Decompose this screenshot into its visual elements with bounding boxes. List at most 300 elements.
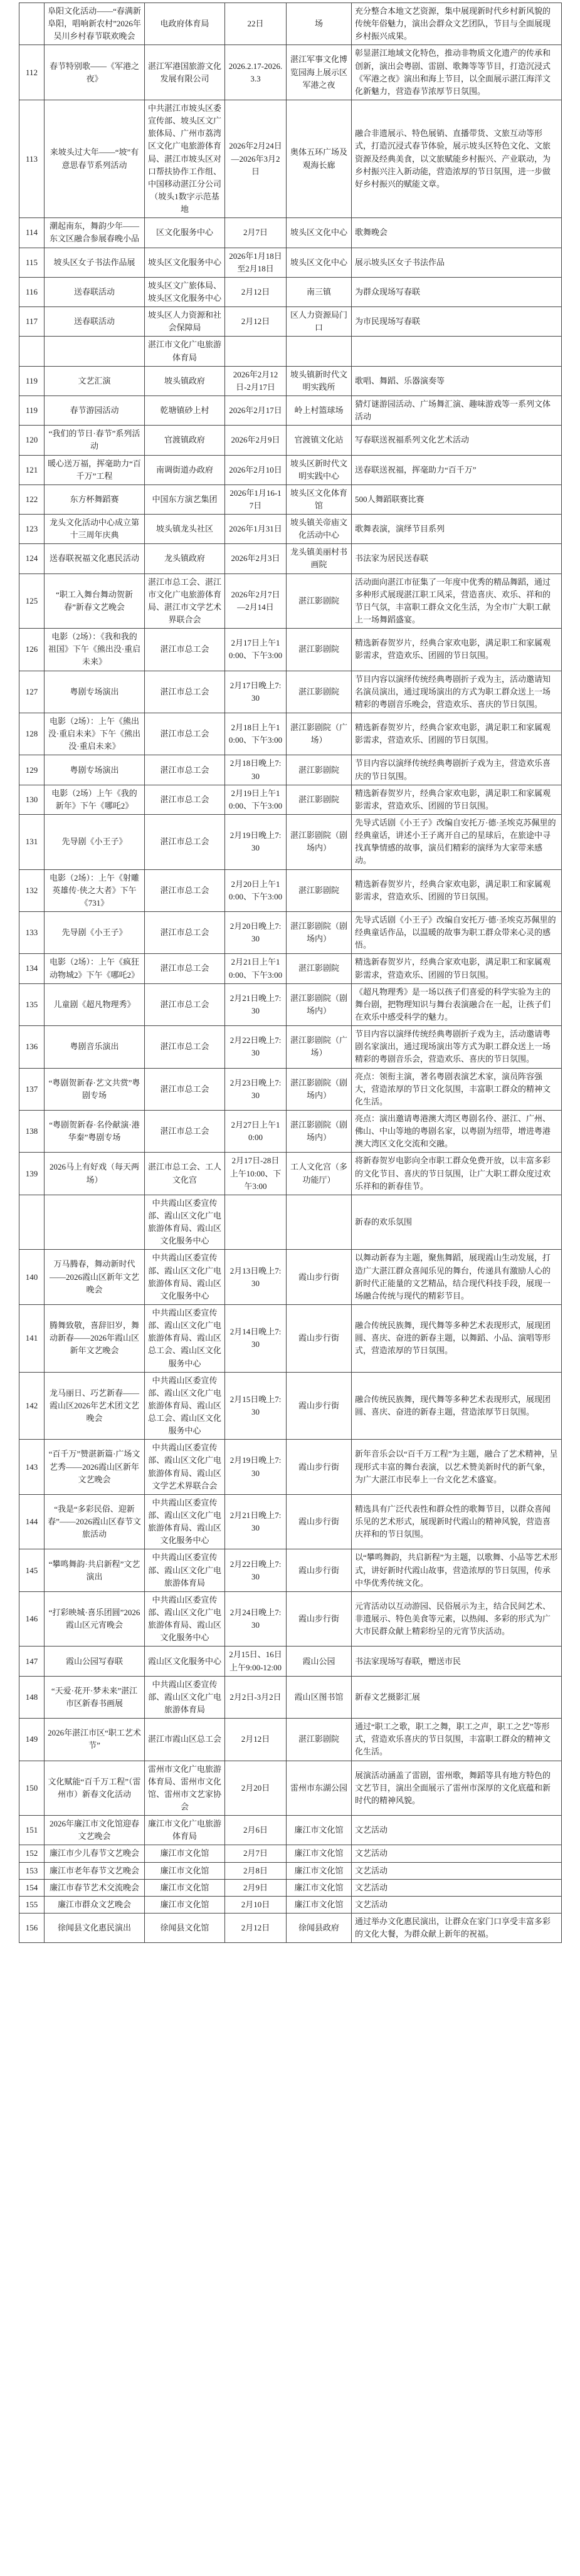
- activity-description-cell: 先导式话剧《小王子》改编自安托万·德·圣埃克苏佩里的经典童话作品，以温暖的故事为职工群众带来心灵的感悟。: [352, 912, 562, 954]
- organizer-cell: 湛江市总工会: [145, 755, 225, 785]
- row-number-cell: 129: [19, 755, 45, 785]
- organizer-cell: 廉江市文化馆: [145, 1896, 225, 1913]
- table-row: [19, 785, 562, 814]
- table-row: [19, 983, 562, 1025]
- activity-description-cell: 新春的欢乐氛围: [352, 1195, 562, 1250]
- activity-time-cell: 22日: [225, 3, 287, 45]
- activity-description-cell: 亮点：演出邀请粤港澳大湾区粤剧名伶、湛江、广州、佛山、中山等地的粤剧名家，以粤剧为纽带，增进粤港澳大湾区文化交流和交融。: [352, 1110, 562, 1152]
- activity-time-cell: 2026年2月7日—2月14日: [225, 573, 287, 629]
- activity-place-cell: 湛江影剧院: [287, 1719, 352, 1761]
- activity-time-cell: 2026年1月16-17日: [225, 484, 287, 514]
- activity-name-cell: 东方杯舞蹈赛: [45, 484, 145, 514]
- table-row: [19, 1845, 562, 1862]
- table-row: [19, 1862, 562, 1879]
- activity-description-cell: 送春联送祝福，挥毫助力“百千万”: [352, 455, 562, 484]
- table-row: [19, 1304, 562, 1372]
- activity-name-cell: “百千万”赞湛新篇·广场文艺秀——2026霞山区新年文艺晚会: [45, 1440, 145, 1495]
- organizer-cell: 湛江市总工会、湛江市文化广电旅游体育局、湛江市文学艺术界联合会: [145, 573, 225, 629]
- activity-name-cell: 廉江市春节艺术交流晚会: [45, 1879, 145, 1896]
- table-row: [19, 3, 562, 45]
- activity-name-cell: [45, 1195, 145, 1250]
- activity-time-cell: 2月19日上午10:00、下午3:00: [225, 785, 287, 814]
- activity-description-cell: 融合传统民族舞，现代舞等多种艺术表现形式，展现团圆、喜庆、奋进的新春主题，营造浓厚节日氛围。: [352, 1372, 562, 1440]
- activity-name-cell: 龙头文化活动中心成立第十三周年庆典: [45, 515, 145, 544]
- activity-time-cell: 2月12日: [225, 1719, 287, 1761]
- activity-description-cell: 精选新春贺岁片，经典合家欢电影，满足职工和家属观影需求，营造欢乐、团圆的节日氛围。: [352, 869, 562, 911]
- organizer-cell: 湛江市总工会: [145, 815, 225, 870]
- activity-description-cell: 节目内容以演绎传统经典粤剧折子戏为主，营造欢乐喜庆的节日氛围。: [352, 755, 562, 785]
- row-number-cell: 124: [19, 544, 45, 573]
- activity-place-cell: 霞山步行街: [287, 1250, 352, 1305]
- row-number-cell: 153: [19, 1862, 45, 1879]
- row-number-cell: 132: [19, 869, 45, 911]
- activity-name-cell: 徐闻县文化惠民演出: [45, 1913, 145, 1942]
- table-row: [19, 671, 562, 713]
- activity-place-cell: 霞山公园: [287, 1647, 352, 1676]
- organizer-cell: 廉江市文化馆: [145, 1862, 225, 1879]
- activity-description-cell: 通过“职工之歌，职工之舞，职工之声，职工之艺”等形式，营造欢乐喜庆的节日氛围，丰富职工群众的精神文化生活。: [352, 1719, 562, 1761]
- activity-time-cell: 2月9日: [225, 1879, 287, 1896]
- activity-name-cell: 廉江市群众文艺晚会: [45, 1896, 145, 1913]
- activity-time-cell: 2月14日晚上7:30: [225, 1304, 287, 1372]
- table-row: [19, 248, 562, 277]
- organizer-cell: 中共霞山区委宣传部、霞山区文化广电旅游体育局: [145, 1676, 225, 1718]
- row-number-cell: 142: [19, 1372, 45, 1440]
- organizer-cell: 湛江市总工会: [145, 954, 225, 983]
- organizer-cell: 中共霞山区委宣传部、霞山区文化广电旅游体育局: [145, 1549, 225, 1591]
- activity-name-cell: 送春联活动: [45, 307, 145, 337]
- activity-place-cell: 廉江市文化馆: [287, 1879, 352, 1896]
- row-number-cell: 135: [19, 983, 45, 1025]
- activity-time-cell: 2月7日: [225, 218, 287, 248]
- activity-time-cell: 2月18日晚上7:30: [225, 755, 287, 785]
- activity-description-cell: 彰显湛江地域文化特色，推动非物质文化遗产的传承和创新，演出会粤剧、雷剧、歌舞等等节目，打造沉浸式《军港之夜》演出和海上节目，以全面展示湛江海洋文化新魅力，营造春节浓厚节日氛围。: [352, 45, 562, 100]
- row-number-cell: [19, 337, 45, 366]
- row-number-cell: 136: [19, 1026, 45, 1068]
- table-body: [19, 3, 562, 1943]
- activity-name-cell: 2026年廉江市文化馆迎春文艺晚会: [45, 1816, 145, 1845]
- activity-name-cell: 潮起南东，舞韵少年——东文区融合参展春晚小品: [45, 218, 145, 248]
- activity-name-cell: 暖心送万福，挥毫助力“百千万”工程: [45, 455, 145, 484]
- row-number-cell: 126: [19, 629, 45, 671]
- activity-description-cell: 节目内容以演绎传统经典粤剧折子戏为主，活动邀请知名演员演出，通过现场演出的方式为职工群众送上一场精彩的粤剧音乐晚会，营造欢乐、喜庆的节日氛围。: [352, 671, 562, 713]
- organizer-cell: 湛江军港国旅游文化发展有限公司: [145, 45, 225, 100]
- organizer-cell: 湛江市总工会: [145, 869, 225, 911]
- table-row: [19, 1676, 562, 1718]
- row-number-cell: 146: [19, 1591, 45, 1647]
- activity-name-cell: “攀鸣舞韵·共启新程”文艺演出: [45, 1549, 145, 1591]
- activity-time-cell: 2月24日晚上7:30: [225, 1591, 287, 1647]
- activity-time-cell: 2026年2月3日: [225, 544, 287, 573]
- activity-name-cell: 2026年湛江市区“职工艺术节”: [45, 1719, 145, 1761]
- activity-time-cell: 2月17日-28日上午10:00、下午3:00: [225, 1153, 287, 1195]
- table-row: [19, 337, 562, 366]
- activity-name-cell: 廉江市少儿春节文艺晚会: [45, 1845, 145, 1862]
- table-row: [19, 366, 562, 395]
- row-number-cell: 147: [19, 1647, 45, 1676]
- activity-description-cell: 融合非遗展示、特色展销、直播带货、文旅互动等形式，打造沉浸式春节体验，展示坡头区特色文化、文旅资源及经典美食，以文旅赋能乡村振兴、产业联动，为乡村振兴注入新动能，营造浓厚的节日氛围，进一步做好乡村振兴的赋能文章。: [352, 100, 562, 217]
- activity-time-cell: 2026年2月17日: [225, 395, 287, 425]
- row-number-cell: 155: [19, 1896, 45, 1913]
- activity-place-cell: 霞山步行街: [287, 1372, 352, 1440]
- organizer-cell: 湛江市总工会: [145, 1068, 225, 1110]
- activity-time-cell: 2026.2.17-2026.3.3: [225, 45, 287, 100]
- organizer-cell: 湛江市总工会: [145, 1110, 225, 1152]
- activity-place-cell: 湛江影剧院: [287, 785, 352, 814]
- organizer-cell: 坡头镇政府: [145, 366, 225, 395]
- activity-name-cell: 春节特别歌——《军港之夜》: [45, 45, 145, 100]
- activity-time-cell: 2月17日上午10:00、下午3:00: [225, 629, 287, 671]
- activity-time-cell: 2月19日晚上7:30: [225, 815, 287, 870]
- table-row: [19, 629, 562, 671]
- row-number-cell: 123: [19, 515, 45, 544]
- activity-description-cell: 文艺活动: [352, 1845, 562, 1862]
- row-number-cell: [19, 1195, 45, 1250]
- activity-name-cell: “打彩映城·喜乐团圆”2026霞山区元宵晚会: [45, 1591, 145, 1647]
- activity-place-cell: 湛江军事文化博览园海上展示区军港之夜: [287, 45, 352, 100]
- row-number-cell: 125: [19, 573, 45, 629]
- organizer-cell: 廉江市文化馆: [145, 1845, 225, 1862]
- activity-time-cell: 2月19日晚上7:30: [225, 1440, 287, 1495]
- activity-name-cell: 电影（2场）：上午《疯狂动物城2》下午《哪吒2》: [45, 954, 145, 983]
- organizer-cell: 中共霞山区委宣传部、霞山区文化广电旅游体育局、霞山区文化服务中心: [145, 1591, 225, 1647]
- row-number-cell: 116: [19, 277, 45, 306]
- organizer-cell: 湛江市总工会: [145, 983, 225, 1025]
- activity-description-cell: 歌唱、舞蹈、乐器演奏等: [352, 366, 562, 395]
- row-number-cell: [19, 3, 45, 45]
- activity-name-cell: 文艺汇演: [45, 366, 145, 395]
- activity-place-cell: 坡头区文化中心: [287, 248, 352, 277]
- activity-time-cell: 2026年2月9日: [225, 426, 287, 455]
- activity-description-cell: 精选新春贺岁片，经典合家欢电影，满足职工和家属观影需求，营造欢乐、团圆的节日氛围。: [352, 785, 562, 814]
- activity-description-cell: 元宵活动以互动游园、民俗展示为主，结合民间艺术、非遗展示、特色美食等元素，以热闹、多彩的形式为广大市民群众献上精彩纷呈的元宵节庆活动。: [352, 1591, 562, 1647]
- activity-place-cell: 霞山步行街: [287, 1494, 352, 1549]
- table-row: [19, 1549, 562, 1591]
- organizer-cell: 南调街道办政府: [145, 455, 225, 484]
- row-number-cell: 143: [19, 1440, 45, 1495]
- activity-time-cell: 2月18日上午10:00、下午3:00: [225, 713, 287, 755]
- activity-place-cell: 坡头区文化中心: [287, 218, 352, 248]
- activity-description-cell: 融合传统民族舞，现代舞等多种艺术表现形式，展现团圆、喜庆、奋进的新春主题，以舞蹈、小品、演唱等形式，营造浓厚的节日氛围。: [352, 1304, 562, 1372]
- activity-time-cell: 2月8日: [225, 1862, 287, 1879]
- activity-description-cell: 展示坡头区女子书法作品: [352, 248, 562, 277]
- table-row: [19, 1153, 562, 1195]
- activity-time-cell: 2026年2月24日—2026年3月2日: [225, 100, 287, 217]
- activity-description-cell: 展演活动涵盖了雷剧，雷州歌，舞蹈等具有地方特色的文艺节目，演出全面展示了雷州市深厚的文化底蕴和新时代的精神风貌。: [352, 1761, 562, 1816]
- activity-time-cell: 2月22日晚上7:30: [225, 1026, 287, 1068]
- activity-time-cell: 2月12日: [225, 277, 287, 306]
- row-number-cell: 133: [19, 912, 45, 954]
- row-number-cell: 115: [19, 248, 45, 277]
- row-number-cell: 145: [19, 1549, 45, 1591]
- activity-name-cell: 粤剧专场演出: [45, 755, 145, 785]
- organizer-cell: 中共霞山区委宣传部、霞山区文化广电旅游体育局、霞山区总工会、霞山区文化服务中心: [145, 1304, 225, 1372]
- table-row: [19, 484, 562, 514]
- activity-place-cell: 湛江影剧院（剧场内）: [287, 1110, 352, 1152]
- table-row: [19, 277, 562, 306]
- row-number-cell: 131: [19, 815, 45, 870]
- table-row: [19, 218, 562, 248]
- organizer-cell: 区文化服务中心: [145, 218, 225, 248]
- table-row: [19, 1026, 562, 1068]
- activity-description-cell: 节目内容以演绎传统经典粤剧折子戏为主，活动邀请粤剧名家演出，通过现场演出等方式为职工群众送上一场精彩的粤剧音乐会，营造欢乐、喜庆的节日氛围。: [352, 1026, 562, 1068]
- activity-table: [19, 3, 562, 1943]
- activity-name-cell: 粤剧专场演出: [45, 671, 145, 713]
- activity-name-cell: 儿童剧《超凡物理秀》: [45, 983, 145, 1025]
- organizer-cell: 中共霞山区委宣传部、霞山区文化广电旅游体育局、霞山区文化服务中心: [145, 1494, 225, 1549]
- activity-description-cell: 500人舞蹈联赛比赛: [352, 484, 562, 514]
- row-number-cell: 150: [19, 1761, 45, 1816]
- row-number-cell: 141: [19, 1304, 45, 1372]
- activity-name-cell: 电影（2场）：上午《射雕英雄传·侠之大者》下午《731》: [45, 869, 145, 911]
- table-row: [19, 755, 562, 785]
- activity-description-cell: 以舞动新春为主题，聚焦舞蹈，展现霞山生动发展，打造广大湛江群众喜闻乐见的舞台，传递具有激励人心的新时代正能量的文艺精品，结合现代科技手段，展现一场融合传统与现代的精彩节目。: [352, 1250, 562, 1305]
- activity-name-cell: “粤剧贺新春·名伶献演·港华秦”粤剧专场: [45, 1110, 145, 1152]
- organizer-cell: 坡头区文化服务中心: [145, 248, 225, 277]
- table-row: [19, 1879, 562, 1896]
- organizer-cell: 湛江市总工会: [145, 713, 225, 755]
- activity-description-cell: 亮点：领衔主演，著名粤剧表演艺术家，演员阵容强大，营造浓厚的节日文化氛围，丰富职工群众的精神文化生活。: [352, 1068, 562, 1110]
- activity-time-cell: 2月15日、16日上午9:00-12:00: [225, 1647, 287, 1676]
- row-number-cell: 128: [19, 713, 45, 755]
- activity-name-cell: 文化赋能“百千万工程”（雷州市）新春文化活动: [45, 1761, 145, 1816]
- activity-place-cell: 雷州市东湖公园: [287, 1761, 352, 1816]
- organizer-cell: 湛江市文化广电旅游体育局: [145, 337, 225, 366]
- activity-place-cell: 霞山步行街: [287, 1304, 352, 1372]
- activity-place-cell: 廉江市文化馆: [287, 1862, 352, 1879]
- table-row: [19, 869, 562, 911]
- activity-name-cell: “我是“多彩民俗、迎新春”——2026霞山区春节文旅活动: [45, 1494, 145, 1549]
- row-number-cell: 138: [19, 1110, 45, 1152]
- activity-description-cell: 为市民现场写春联: [352, 307, 562, 337]
- organizer-cell: 中国东方演艺集团: [145, 484, 225, 514]
- activity-place-cell: 湛江影剧院（剧场内）: [287, 912, 352, 954]
- activity-description-cell: 活动面向湛江市征集了一年度中优秀的精品舞蹈，通过多种形式展现湛江职工风采，营造喜庆、欢乐、祥和的节日气氛，丰富职工群众文化生活，为全市广大职工献上一场舞蹈盛宴。: [352, 573, 562, 629]
- row-number-cell: 139: [19, 1153, 45, 1195]
- activity-place-cell: 湛江影剧院: [287, 573, 352, 629]
- row-number-cell: 149: [19, 1719, 45, 1761]
- table-row: [19, 1440, 562, 1495]
- organizer-cell: 官渡镇政府: [145, 426, 225, 455]
- table-row: [19, 1719, 562, 1761]
- organizer-cell: 湛江市总工会: [145, 785, 225, 814]
- activity-name-cell: “我们的节日·春节”系列活动: [45, 426, 145, 455]
- activity-name-cell: 霞山公园写春联: [45, 1647, 145, 1676]
- table-row: [19, 426, 562, 455]
- activity-place-cell: 官渡镇文化站: [287, 426, 352, 455]
- activity-time-cell: 2月21日上午10:00、下午3:00: [225, 954, 287, 983]
- row-number-cell: 154: [19, 1879, 45, 1896]
- activity-time-cell: 2月27日上午10:00: [225, 1110, 287, 1152]
- activity-name-cell: 电影（2场）：《我和我的祖国》下午《熊出没·重启未来》: [45, 629, 145, 671]
- row-number-cell: 148: [19, 1676, 45, 1718]
- activity-place-cell: 坡头镇新时代文明实践所: [287, 366, 352, 395]
- activity-place-cell: 湛江影剧院（剧场内）: [287, 983, 352, 1025]
- organizer-cell: 中共湛江市坡头区委宣传部、坡头区文广旅体局、广州市荔湾区文化广电旅游体育局、湛江市坡头区对口帮扶协作工作组、中国移动湛江分公司（坡头1数字示范基地: [145, 100, 225, 217]
- organizer-cell: 龙头镇政府: [145, 544, 225, 573]
- row-number-cell: 130: [19, 785, 45, 814]
- activity-place-cell: 廉江市文化馆: [287, 1845, 352, 1862]
- activity-place-cell: 坡头区文化体育馆: [287, 484, 352, 514]
- activity-description-cell: 以“攀鸣舞韵，共启新程”为主题，以歌舞、小品等艺术形式，讲好新时代霞山故事，营造浓厚的节日氛围，传承中华优秀传统文化。: [352, 1549, 562, 1591]
- activity-time-cell: [225, 1195, 287, 1250]
- activity-time-cell: 2月7日: [225, 1845, 287, 1862]
- activity-description-cell: 歌舞晚会: [352, 218, 562, 248]
- activity-description-cell: 歌舞表演，演绎节目系列: [352, 515, 562, 544]
- activity-place-cell: 霞山步行街: [287, 1591, 352, 1647]
- activity-place-cell: 湛江影剧院（广场）: [287, 713, 352, 755]
- organizer-cell: 湛江市霞山区总工会: [145, 1719, 225, 1761]
- activity-time-cell: 2026年1月18日至2月18日: [225, 248, 287, 277]
- activity-name-cell: 电影（2场）：上午《熊出没·重启未来》下午《熊出没·重启未来》: [45, 713, 145, 755]
- activity-name-cell: 送春联活动: [45, 277, 145, 306]
- activity-place-cell: 龙头镇美丽村书画院: [287, 544, 352, 573]
- activity-time-cell: 2026年2月12日-2月17日: [225, 366, 287, 395]
- table-row: [19, 1372, 562, 1440]
- activity-description-cell: 猜灯谜游园活动、广场舞汇演、趣味游戏等一系列文体活动: [352, 395, 562, 425]
- activity-name-cell: 阜阳文化活动——“春满新阜阳，唱响新农村”2026年吴川乡村春节联欢晚会: [45, 3, 145, 45]
- table-row: [19, 573, 562, 629]
- row-number-cell: 152: [19, 1845, 45, 1862]
- activity-description-cell: 精选具有广泛代表性和群众性的歌舞节目，以群众喜闻乐见的艺术形式，展现新时代霞山的精神风貌，营造喜庆祥和的节日氛围。: [352, 1494, 562, 1549]
- organizer-cell: 雷州市文化广电旅游体育局、雷州市文化馆、雷州市文艺家协会: [145, 1761, 225, 1816]
- table-row: [19, 395, 562, 425]
- activity-time-cell: 2月20日上午10:00、下午3:00: [225, 869, 287, 911]
- activity-time-cell: [225, 337, 287, 366]
- activity-name-cell: 先导剧《小王子》: [45, 815, 145, 870]
- activity-time-cell: 2026年1月31日: [225, 515, 287, 544]
- activity-time-cell: 2月21日晚上7:30: [225, 983, 287, 1025]
- activity-name-cell: 春节游园活动: [45, 395, 145, 425]
- activity-time-cell: 2月22日晚上7:30: [225, 1549, 287, 1591]
- activity-time-cell: 2月20日: [225, 1761, 287, 1816]
- activity-time-cell: 2月17日晚上7:30: [225, 671, 287, 713]
- activity-time-cell: 2月2日-3月2日: [225, 1676, 287, 1718]
- row-number-cell: 140: [19, 1250, 45, 1305]
- row-number-cell: 122: [19, 484, 45, 514]
- table-row: [19, 815, 562, 870]
- table-row: [19, 1913, 562, 1942]
- table-row: [19, 544, 562, 573]
- organizer-cell: 坡头镇龙头社区: [145, 515, 225, 544]
- organizer-cell: 电政府体育局: [145, 3, 225, 45]
- row-number-cell: 113: [19, 100, 45, 217]
- activity-description-cell: 充分整合本地文艺资源，集中展现新时代乡村新风貌的传统年俗魅力，演出会群众文艺团队，节目与全面展现乡村振兴成果。: [352, 3, 562, 45]
- table-row: [19, 455, 562, 484]
- row-number-cell: 112: [19, 45, 45, 100]
- table-row: [19, 713, 562, 755]
- activity-place-cell: 霞山步行街: [287, 1440, 352, 1495]
- activity-place-cell: 徐闻县政府: [287, 1913, 352, 1942]
- organizer-cell: 中共霞山区委宣传部、霞山区文化广电旅游体育局、霞山区文学艺术界联合会: [145, 1440, 225, 1495]
- activity-name-cell: 万马腾春，舞动新时代——2026霞山区新年文艺晚会: [45, 1250, 145, 1305]
- activity-place-cell: 工人文化宫（多功能厅）: [287, 1153, 352, 1195]
- table-row: [19, 45, 562, 100]
- activity-place-cell: [287, 1195, 352, 1250]
- row-number-cell: 120: [19, 426, 45, 455]
- activity-description-cell: 先导式话剧《小王子》改编自安托万·德·圣埃克苏佩里的经典童话，讲述小王子离开自己的星球后，在旅途中寻找真挚情感的故事，演员们精彩的演绎为大家带来感动。: [352, 815, 562, 870]
- activity-description-cell: 新年音乐会以“百千万工程”为主题，融合了艺术精神，呈现形式丰富的舞台表演，以艺术赞美新时代的新气象，为广大湛江市民奉上一台文化艺术盛宴。: [352, 1440, 562, 1495]
- activity-name-cell: 龙马丽日、巧艺新春——霞山区2026年艺术团文艺晚会: [45, 1372, 145, 1440]
- activity-description-cell: 书法家现场写春联，赠送市民: [352, 1647, 562, 1676]
- activity-time-cell: 2月6日: [225, 1816, 287, 1845]
- activity-place-cell: 湛江影剧院（广场）: [287, 1026, 352, 1068]
- activity-place-cell: 湛江影剧院（剧场内）: [287, 815, 352, 870]
- activity-description-cell: 《超凡物理秀》是一场以孩子们喜爱的科学实验为主的舞台剧，把物理知识与舞台表演融合在一起，让孩子们在欢乐中感受科学的魅力。: [352, 983, 562, 1025]
- activity-place-cell: 场: [287, 3, 352, 45]
- activity-place-cell: 奥体五环广场及观海长廊: [287, 100, 352, 217]
- activity-name-cell: 腾舞致敬，喜辞旧岁，舞动新春——2026年霞山区新年文艺晚会: [45, 1304, 145, 1372]
- row-number-cell: 156: [19, 1913, 45, 1942]
- activity-description-cell: 书法家为居民送春联: [352, 544, 562, 573]
- activity-time-cell: 2月13日晚上7:30: [225, 1250, 287, 1305]
- row-number-cell: 151: [19, 1816, 45, 1845]
- activity-description-cell: 文艺活动: [352, 1879, 562, 1896]
- table-row: [19, 1195, 562, 1250]
- activity-time-cell: 2026年2月10日: [225, 455, 287, 484]
- activity-place-cell: 湛江影剧院: [287, 629, 352, 671]
- organizer-cell: 乾塘镇砂上村: [145, 395, 225, 425]
- activity-place-cell: 坡头区新时代文明实践中心: [287, 455, 352, 484]
- activity-name-cell: 坡头区女子书法作品展: [45, 248, 145, 277]
- table-row: [19, 307, 562, 337]
- activity-place-cell: 区人力资源局门口: [287, 307, 352, 337]
- organizer-cell: 廉江市文化馆: [145, 1879, 225, 1896]
- activity-place-cell: 廉江市文化馆: [287, 1816, 352, 1845]
- row-number-cell: 144: [19, 1494, 45, 1549]
- activity-time-cell: 2月12日: [225, 307, 287, 337]
- activity-name-cell: “粤剧贺新春·艺文共赏”粤剧专场: [45, 1068, 145, 1110]
- activity-place-cell: 湛江影剧院: [287, 671, 352, 713]
- row-number-cell: 121: [19, 455, 45, 484]
- activity-description-cell: 精选新春贺岁片，经典合家欢电影，满足职工和家属观影需求，营造欢乐、团圆的节日氛围。: [352, 954, 562, 983]
- activity-place-cell: 坡头镇关帝庙文化活动中心: [287, 515, 352, 544]
- organizer-cell: 霞山区文化服务中心: [145, 1647, 225, 1676]
- organizer-cell: 坡头区人力资源和社会保障局: [145, 307, 225, 337]
- organizer-cell: 徐闻县文化馆: [145, 1913, 225, 1942]
- activity-place-cell: 廉江市文化馆: [287, 1896, 352, 1913]
- activity-time-cell: 2月21日晚上7:30: [225, 1494, 287, 1549]
- activity-name-cell: 廉江市老年春节文艺晚会: [45, 1862, 145, 1879]
- table-row: [19, 1250, 562, 1305]
- table-row: [19, 1896, 562, 1913]
- activity-description-cell: 文艺活动: [352, 1816, 562, 1845]
- organizer-cell: 湛江市总工会、工人文化宫: [145, 1153, 225, 1195]
- row-number-cell: 137: [19, 1068, 45, 1110]
- activity-name-cell: “职工入舞台舞动贺新春”新春文艺晚会: [45, 573, 145, 629]
- row-number-cell: 119: [19, 395, 45, 425]
- activity-place-cell: 湛江影剧院: [287, 755, 352, 785]
- activity-name-cell: 粤剧音乐演出: [45, 1026, 145, 1068]
- activity-description-cell: 通过举办文化惠民演出，让群众在家门口享受丰富多彩的文化大餐，为群众献上新年的祝福。: [352, 1913, 562, 1942]
- activity-place-cell: 南三镇: [287, 277, 352, 306]
- table-row: [19, 1816, 562, 1845]
- organizer-cell: 廉江市文化广电旅游体育局: [145, 1816, 225, 1845]
- activity-name-cell: “天爱·花开·梦未来”湛江市区新春书画展: [45, 1676, 145, 1718]
- activity-description-cell: 写春联送祝福系列文化艺术活动: [352, 426, 562, 455]
- organizer-cell: 中共霞山区委宣传部、霞山区文化广电旅游体育局、霞山区总工会、霞山区文化服务中心: [145, 1372, 225, 1440]
- activity-place-cell: 湛江影剧院（剧场内）: [287, 1068, 352, 1110]
- activity-description-cell: 文艺活动: [352, 1896, 562, 1913]
- organizer-cell: 湛江市总工会: [145, 671, 225, 713]
- organizer-cell: 湛江市总工会: [145, 912, 225, 954]
- activity-name-cell: 送春联祝福文化惠民活动: [45, 544, 145, 573]
- activity-place-cell: 岭上村篮球场: [287, 395, 352, 425]
- table-row: [19, 954, 562, 983]
- table-row: [19, 1761, 562, 1816]
- activity-time-cell: 2月20日晚上7:30: [225, 912, 287, 954]
- row-number-cell: 127: [19, 671, 45, 713]
